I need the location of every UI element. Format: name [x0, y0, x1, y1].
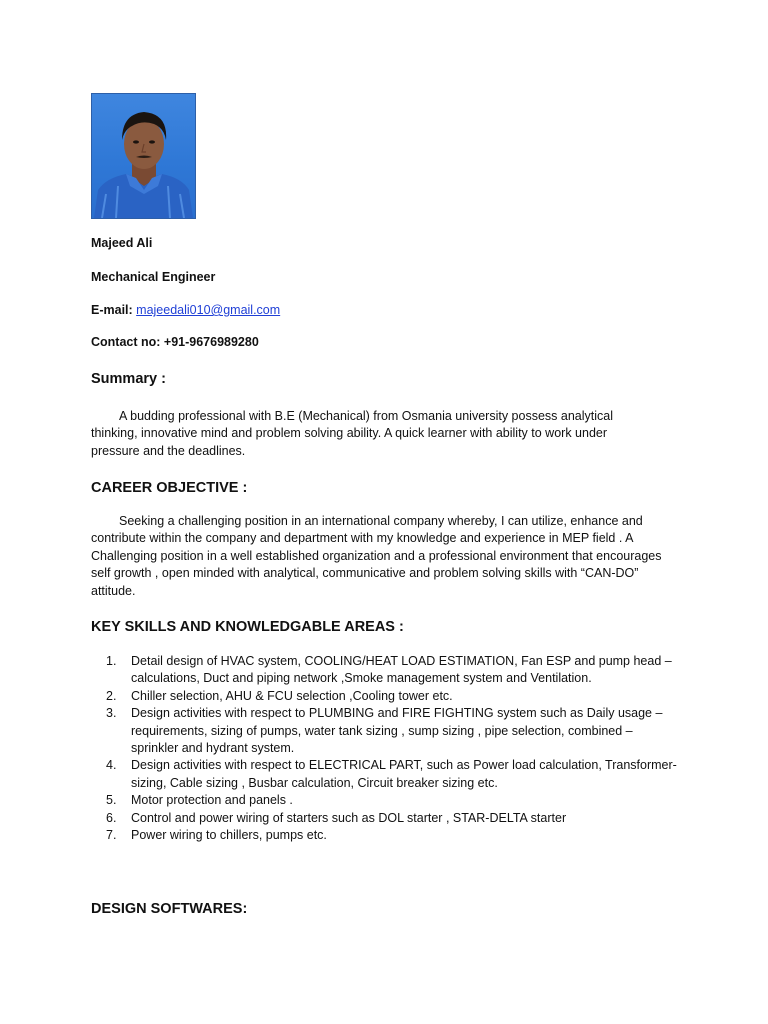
summary-heading: Summary :: [91, 371, 166, 387]
person-photo-icon: [92, 94, 195, 218]
skill-item: [91, 688, 681, 705]
summary-line: A budding professional with B.E (Mechanical) from Osmania university possess analytical: [119, 409, 613, 423]
key-skills-heading: KEY SKILLS AND KNOWLEDGABLE AREAS :: [91, 619, 404, 635]
summary-paragraph: [91, 408, 675, 460]
skill-item: [91, 792, 681, 809]
summary-line: pressure and the deadlines.: [91, 443, 246, 458]
skill-number: 3.: [106, 706, 117, 721]
skill-text: Design activities with respect to ELECTRICAL PART, such as Power load calculation, Transformer-: [131, 758, 677, 773]
career-objective-line: contribute within the company and department with my knowledge and experience in MEP field . A: [91, 531, 634, 546]
skill-text: Chiller selection, AHU & FCU selection ,Cooling tower etc.: [131, 688, 453, 703]
key-skills-list: [91, 653, 681, 844]
skill-number: 1.: [106, 654, 117, 668]
summary-line: thinking, innovative mind and problem solving ability. A quick learner with ability to work under: [91, 426, 608, 441]
skill-item: [91, 810, 681, 827]
skill-text: Detail design of HVAC system, COOLING/HEAT LOAD ESTIMATION, Fan ESP and pump head –: [131, 654, 672, 668]
skill-item: [91, 757, 681, 792]
skill-text: Control and power wiring of starters such as DOL starter , STAR-DELTA starter: [131, 810, 567, 825]
candidate-title: Mechanical Engineer: [91, 270, 216, 284]
skill-text: calculations, Duct and piping network ,Smoke management system and Ventilation.: [131, 671, 592, 686]
skill-item: [91, 827, 681, 844]
skill-text: Power wiring to chillers, pumps etc.: [131, 828, 327, 843]
skill-text: Design activities with respect to PLUMBING and FIRE FIGHTING system such as Daily usage –: [131, 706, 663, 721]
candidate-name: Majeed Ali: [91, 236, 153, 250]
career-objective-line: Seeking a challenging position in an international company whereby, I can utilize, enhance and: [119, 514, 643, 528]
skill-item: [91, 653, 681, 688]
email-line: [91, 302, 280, 319]
skill-item: [91, 705, 681, 757]
skill-text: requirements, sizing of pumps, water tank sizing , sump sizing , pipe selection, combined –: [131, 723, 633, 738]
skill-text: sizing, Cable sizing , Busbar calculation, Circuit breaker sizing etc.: [131, 775, 498, 790]
profile-photo: [91, 93, 196, 219]
contact-number: Contact no: +91-9676989280: [91, 335, 259, 349]
skill-number: 2.: [106, 688, 117, 703]
design-softwares-heading: DESIGN SOFTWARES:: [91, 901, 248, 917]
skill-number: 7.: [106, 828, 117, 843]
career-objective-heading: CAREER OBJECTIVE :: [91, 480, 248, 496]
email-label: E-mail:: [91, 303, 137, 317]
skill-text: sprinkler and hydrant system.: [131, 741, 295, 756]
career-objective-line: self growth , open minded with analytical, communicative and problem solving skills with “CAN-DO”: [91, 566, 639, 581]
skill-number: 4.: [106, 758, 117, 773]
career-objective-line: attitude.: [91, 583, 136, 598]
skill-number: 5.: [106, 793, 117, 808]
skill-number: 6.: [106, 810, 117, 825]
email-link[interactable]: majeedali010@gmail.com: [136, 303, 281, 317]
skill-text: Motor protection and panels .: [131, 793, 293, 808]
career-objective-line: Challenging position in a well established organization and a professional environment that encourages: [91, 548, 662, 563]
career-objective-paragraph: [91, 513, 675, 600]
